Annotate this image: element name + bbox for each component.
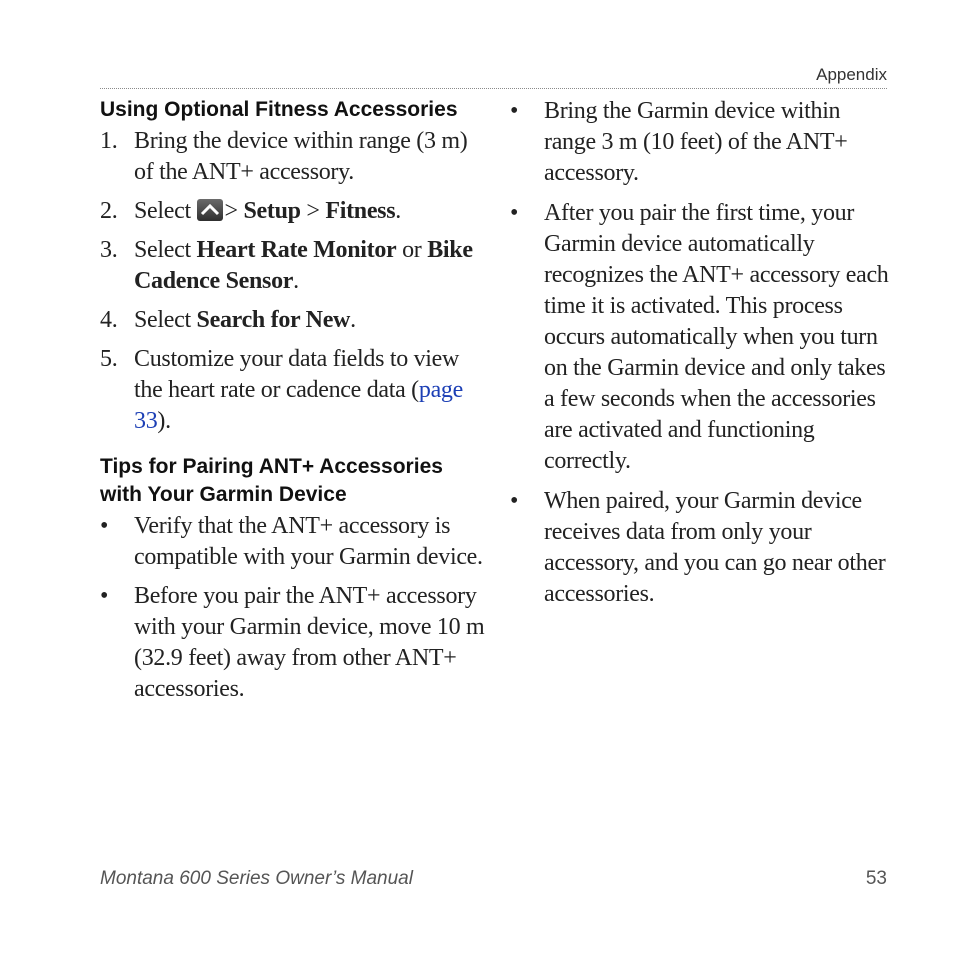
menu-fitness: Fitness [325,198,396,224]
section-heading-fitness-accessories: Using Optional Fitness Accessories [100,98,458,121]
step-1: 1. Bring the device within range (3 m) of the ANT+ accessory. [100,128,468,185]
list-item: • After you pair the first time, your Garmin device automatically recognizes the ANT+ accessory each time it is activated. This process occurs automatically when you turn on the Garmin device and only takes a few seconds when the accessories are activated and functioning correctly. [510,200,889,474]
list-item: • Bring the Garmin device within range 3 m (10 feet) of the ANT+ accessory. [510,98,848,186]
left-column [100,96,486,713]
list-item: • When paired, your Garmin device receives data from only your accessory, and you can go near other accessories. [510,488,886,607]
home-icon [197,199,223,221]
steps-list [100,126,486,437]
option-heart-rate-monitor: Heart Rate Monitor [196,237,397,263]
tips-list-right [510,96,890,610]
menu-setup: Setup [243,198,301,224]
right-column [510,96,890,619]
section-heading-pairing-tips: Tips for Pairing ANT+ Accessories with Your Garmin Device [100,455,443,506]
step-2: 2. Select > Setup > Fitness. [100,198,401,224]
step-3: 3. Select Heart Rate Monitor or Bike Cadence Sensor. [100,237,473,294]
page-number: 53 [865,868,887,889]
step-5: 5. Customize your data fields to view the heart rate or cadence data (page 33). [100,346,463,434]
running-header: Appendix [816,65,887,84]
page-link[interactable]: page 33 [134,377,463,434]
option-bike-cadence-sensor: Bike Cadence Sensor [134,237,473,294]
list-item: • Before you pair the ANT+ accessory with your Garmin device, move 10 m (32.9 feet) away from other ANT+ accessories. [100,583,485,702]
option-search-for-new: Search for New [196,307,351,333]
list-item: • Verify that the ANT+ accessory is compatible with your Garmin device. [100,513,483,570]
tips-list-left [100,511,486,705]
header-divider [100,88,887,89]
footer-manual-title: Montana 600 Series Owner’s Manual [100,868,413,889]
step-4: 4. Select Search for New. [100,307,356,333]
